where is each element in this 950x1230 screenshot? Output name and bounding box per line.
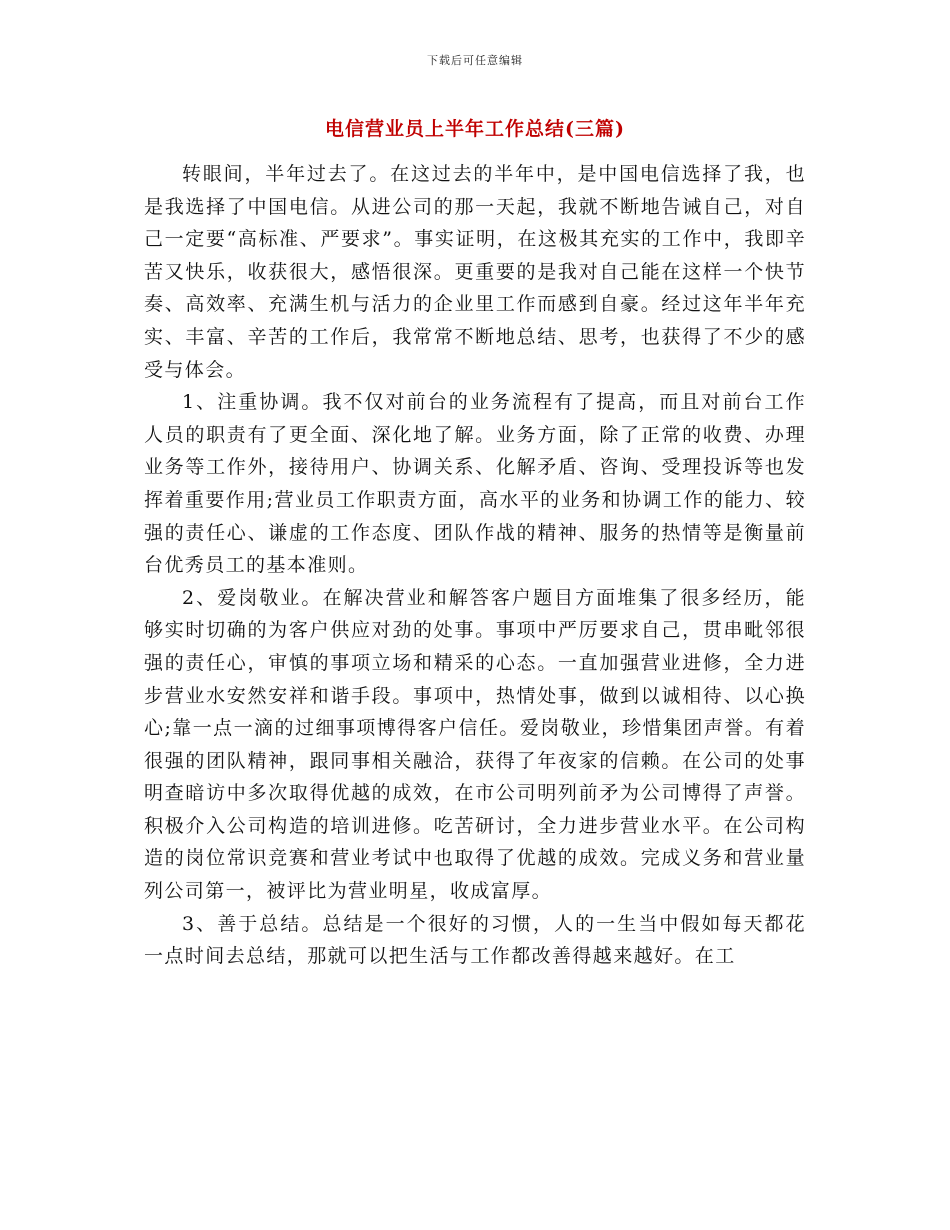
paragraph-intro: 转眼间，半年过去了。在这过去的半年中，是中国电信选择了我，也是我选择了中国电信。从进公司的那一天起，我就不断地告诫自己，对自己一定要“高标准、严要求”。事实证明，在这极其充实的工作中，我即辛苦又快乐，收获很大，感悟很深。更重要的是我对自己能在这样一个快节奏、高效率、充满生机与活力的企业里工作而感到自豪。经过这年半年充实、丰富、辛苦的工作后，我常常不断地总结、思考，也获得了不少的感受与体会。: [144, 163, 806, 381]
paragraph-point-1: 1、注重协调。我不仅对前台的业务流程有了提高，而且对前台工作人员的职责有了更全面、深化地了解。业务方面，除了正常的收费、办理业务等工作外，接待用户、协调关系、化解矛盾、咨询、受理投诉等也发挥着重要作用;营业员工作职责方面，高水平的业务和协调工作的能力、较强的责任心、谦虚的工作态度、团队作战的精神、服务的热情等是衡量前台优秀员工的基本准则。: [144, 391, 806, 577]
document-body: [144, 158, 806, 973]
paragraph-point-2: 2、爱岗敬业。在解决营业和解答客户题目方面堆集了很多经历，能够实时切确的为客户供应对劲的处事。事项中严厉要求自己，贯串毗邻很强的责任心，审慎的事项立场和精采的心态。一直加强营业进修，全力进步营业水安然安祥和谐手段。事项中，热情处事，做到以诚相待、以心换心;靠一点一滴的过细事项博得客户信任。爱岗敬业，珍惜集团声誉。有着很强的团队精神，跟同事相关融洽，获得了年夜家的信赖。在公司的处事明查暗访中多次取得优越的成效，在市公司明列前矛为公司博得了声誉。积极介入公司构造的培训进修。吃苦研讨，全力进步营业水平。在公司构造的岗位常识竞赛和营业考试中也取得了优越的成效。完成义务和营业量列公司第一，被评比为营业明星，收成富厚。: [144, 586, 806, 903]
paragraph-point-3: 3、善于总结。总结是一个很好的习惯，人的一生当中假如每天都花一点时间去总结，那就可以把生活与工作都改善得越来越好。在工: [144, 912, 806, 968]
page-header-note: 下载后可任意编辑: [427, 54, 523, 67]
document-title: 电信营业员上半年工作总结(三篇): [325, 118, 625, 140]
